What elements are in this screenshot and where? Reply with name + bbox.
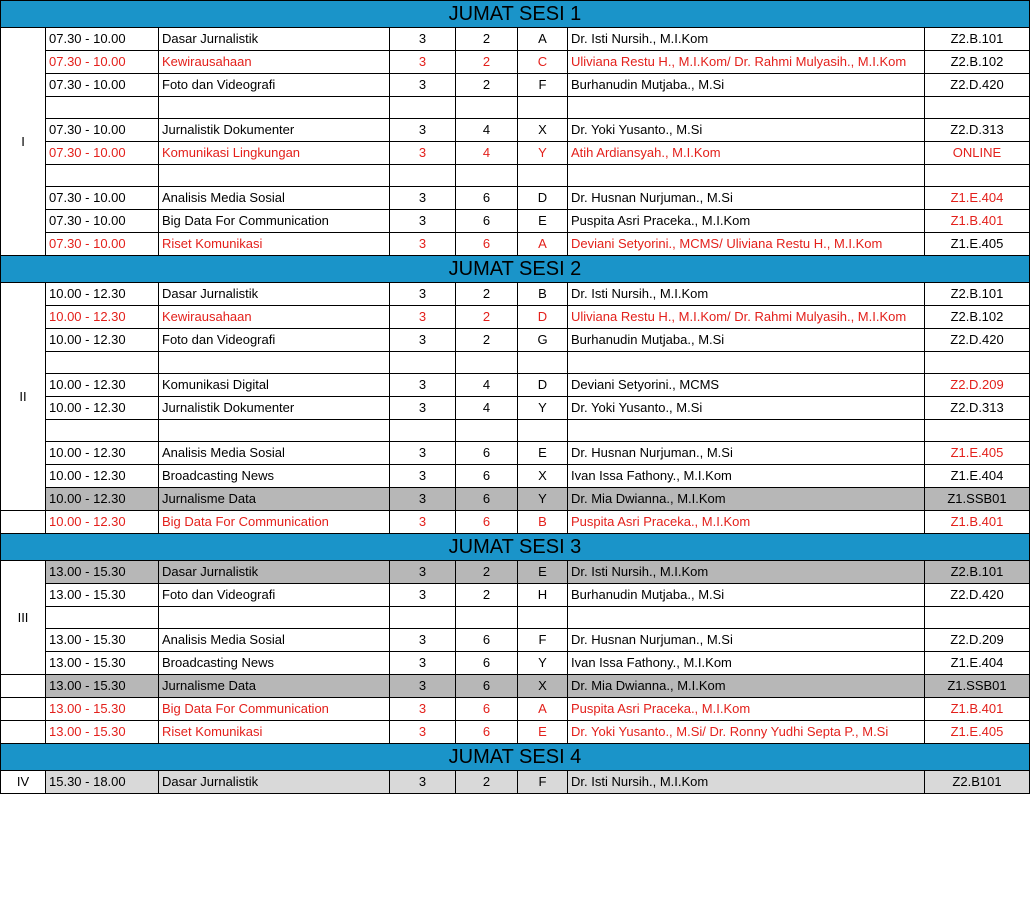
empty-cell: [390, 352, 456, 374]
room-cell: Z2.B.101: [925, 561, 1030, 584]
lecturer-cell: Burhanudin Mutjaba., M.Si: [568, 74, 925, 97]
section-title: JUMAT SESI 1: [1, 1, 1030, 28]
room-cell: Z1.B.401: [925, 698, 1030, 721]
room-cell: Z2.D.209: [925, 374, 1030, 397]
credits-cell: 3: [390, 698, 456, 721]
room-cell: Z1.B.401: [925, 210, 1030, 233]
credits-cell: 3: [390, 629, 456, 652]
lecturer-cell: Puspita Asri Praceka., M.I.Kom: [568, 698, 925, 721]
empty-cell: [925, 165, 1030, 187]
credits-cell: 3: [390, 187, 456, 210]
course-row: [1, 698, 1030, 721]
session-cell: III: [1, 561, 46, 675]
room-cell: Z2.D.313: [925, 397, 1030, 420]
course-row: [1, 187, 1030, 210]
course-row: [1, 771, 1030, 794]
course-cell: Jurnalisme Data: [159, 675, 390, 698]
section-title: JUMAT SESI 3: [1, 534, 1030, 561]
empty-cell: [456, 97, 518, 119]
room-cell: Z1.E.404: [925, 187, 1030, 210]
course-cell: Foto dan Videografi: [159, 584, 390, 607]
lecturer-cell: Burhanudin Mutjaba., M.Si: [568, 329, 925, 352]
semester-cell: 6: [456, 488, 518, 511]
room-cell: Z1.SSB01: [925, 675, 1030, 698]
semester-cell: 4: [456, 119, 518, 142]
semester-cell: 6: [456, 465, 518, 488]
room-cell: Z1.SSB01: [925, 488, 1030, 511]
section-header: [1, 744, 1030, 771]
credits-cell: 3: [390, 142, 456, 165]
course-cell: Riset Komunikasi: [159, 233, 390, 256]
course-row: [1, 51, 1030, 74]
room-cell: ONLINE: [925, 142, 1030, 165]
room-cell: Z1.E.404: [925, 652, 1030, 675]
time-cell: 10.00 - 12.30: [46, 374, 159, 397]
empty-cell: [390, 165, 456, 187]
course-row: [1, 283, 1030, 306]
semester-cell: 6: [456, 721, 518, 744]
room-cell: Z2.B.102: [925, 51, 1030, 74]
class-cell: A: [518, 233, 568, 256]
room-cell: Z2.D.313: [925, 119, 1030, 142]
empty-cell: [456, 165, 518, 187]
credits-cell: 3: [390, 374, 456, 397]
empty-cell: [46, 420, 159, 442]
empty-cell: [518, 352, 568, 374]
credits-cell: 3: [390, 283, 456, 306]
room-cell: Z2.D.420: [925, 74, 1030, 97]
credits-cell: 3: [390, 119, 456, 142]
time-cell: 13.00 - 15.30: [46, 698, 159, 721]
class-cell: F: [518, 629, 568, 652]
time-cell: 10.00 - 12.30: [46, 488, 159, 511]
course-cell: Riset Komunikasi: [159, 721, 390, 744]
empty-cell: [46, 97, 159, 119]
empty-cell: [390, 607, 456, 629]
empty-cell: [568, 420, 925, 442]
semester-cell: 4: [456, 142, 518, 165]
time-cell: 07.30 - 10.00: [46, 51, 159, 74]
credits-cell: 3: [390, 28, 456, 51]
blank-row: [1, 352, 1030, 374]
semester-cell: 2: [456, 561, 518, 584]
credits-cell: 3: [390, 329, 456, 352]
course-row: [1, 233, 1030, 256]
empty-cell: [159, 420, 390, 442]
course-row: [1, 142, 1030, 165]
lecturer-cell: Burhanudin Mutjaba., M.Si: [568, 584, 925, 607]
time-cell: 07.30 - 10.00: [46, 210, 159, 233]
section-title: JUMAT SESI 2: [1, 256, 1030, 283]
course-cell: Dasar Jurnalistik: [159, 771, 390, 794]
class-cell: E: [518, 210, 568, 233]
course-cell: Foto dan Videografi: [159, 329, 390, 352]
empty-cell: [390, 420, 456, 442]
course-cell: Komunikasi Digital: [159, 374, 390, 397]
room-cell: Z2.B.101: [925, 283, 1030, 306]
empty-cell: [46, 165, 159, 187]
time-cell: 10.00 - 12.30: [46, 511, 159, 534]
course-row: [1, 652, 1030, 675]
time-cell: 13.00 - 15.30: [46, 629, 159, 652]
credits-cell: 3: [390, 771, 456, 794]
course-row: [1, 584, 1030, 607]
room-cell: Z1.E.404: [925, 465, 1030, 488]
course-cell: Big Data For Communication: [159, 210, 390, 233]
time-cell: 10.00 - 12.30: [46, 442, 159, 465]
class-cell: B: [518, 511, 568, 534]
section-header: [1, 534, 1030, 561]
credits-cell: 3: [390, 675, 456, 698]
class-cell: X: [518, 675, 568, 698]
credits-cell: 3: [390, 584, 456, 607]
section-title: JUMAT SESI 4: [1, 744, 1030, 771]
lecturer-cell: Dr. Isti Nursih., M.I.Kom: [568, 283, 925, 306]
semester-cell: 6: [456, 511, 518, 534]
course-row: [1, 397, 1030, 420]
semester-cell: 2: [456, 584, 518, 607]
course-row: [1, 442, 1030, 465]
semester-cell: 2: [456, 329, 518, 352]
blank-row: [1, 607, 1030, 629]
class-cell: X: [518, 119, 568, 142]
lecturer-cell: Dr. Isti Nursih., M.I.Kom: [568, 771, 925, 794]
semester-cell: 6: [456, 675, 518, 698]
semester-cell: 6: [456, 442, 518, 465]
room-cell: Z2.D.420: [925, 584, 1030, 607]
credits-cell: 3: [390, 561, 456, 584]
lecturer-cell: Puspita Asri Praceka., M.I.Kom: [568, 511, 925, 534]
empty-cell: [925, 420, 1030, 442]
course-row: [1, 306, 1030, 329]
lecturer-cell: Dr. Yoki Yusanto., M.Si: [568, 119, 925, 142]
empty-cell: [456, 607, 518, 629]
semester-cell: 6: [456, 210, 518, 233]
course-cell: Big Data For Communication: [159, 698, 390, 721]
room-cell: Z2.D.209: [925, 629, 1030, 652]
semester-cell: 6: [456, 233, 518, 256]
time-cell: 15.30 - 18.00: [46, 771, 159, 794]
credits-cell: 3: [390, 233, 456, 256]
time-cell: 10.00 - 12.30: [46, 397, 159, 420]
class-cell: A: [518, 698, 568, 721]
class-cell: D: [518, 187, 568, 210]
empty-cell: [925, 352, 1030, 374]
room-cell: Z1.E.405: [925, 233, 1030, 256]
empty-cell: [46, 352, 159, 374]
class-cell: D: [518, 306, 568, 329]
credits-cell: 3: [390, 74, 456, 97]
empty-cell: [390, 97, 456, 119]
course-cell: Komunikasi Lingkungan: [159, 142, 390, 165]
credits-cell: 3: [390, 721, 456, 744]
room-cell: Z2.B.101: [925, 28, 1030, 51]
time-cell: 07.30 - 10.00: [46, 187, 159, 210]
course-row: [1, 329, 1030, 352]
class-cell: Y: [518, 652, 568, 675]
empty-cell: [925, 97, 1030, 119]
time-cell: 07.30 - 10.00: [46, 142, 159, 165]
room-cell: Z1.B.401: [925, 511, 1030, 534]
blank-row: [1, 420, 1030, 442]
lecturer-cell: Dr. Mia Dwianna., M.I.Kom: [568, 488, 925, 511]
credits-cell: 3: [390, 652, 456, 675]
empty-cell: [159, 97, 390, 119]
time-cell: 10.00 - 12.30: [46, 283, 159, 306]
session-cell: [1, 511, 46, 534]
section-header: [1, 1, 1030, 28]
class-cell: G: [518, 329, 568, 352]
credits-cell: 3: [390, 511, 456, 534]
time-cell: 10.00 - 12.30: [46, 329, 159, 352]
course-cell: Jurnalistik Dokumenter: [159, 119, 390, 142]
empty-cell: [46, 607, 159, 629]
lecturer-cell: Ivan Issa Fathony., M.I.Kom: [568, 652, 925, 675]
class-cell: B: [518, 283, 568, 306]
class-cell: A: [518, 28, 568, 51]
room-cell: Z1.E.405: [925, 721, 1030, 744]
semester-cell: 6: [456, 629, 518, 652]
semester-cell: 2: [456, 74, 518, 97]
empty-cell: [568, 97, 925, 119]
class-cell: F: [518, 771, 568, 794]
time-cell: 13.00 - 15.30: [46, 561, 159, 584]
lecturer-cell: Dr. Mia Dwianna., M.I.Kom: [568, 675, 925, 698]
course-cell: Dasar Jurnalistik: [159, 28, 390, 51]
credits-cell: 3: [390, 465, 456, 488]
semester-cell: 6: [456, 187, 518, 210]
lecturer-cell: Dr. Yoki Yusanto., M.Si: [568, 397, 925, 420]
course-cell: Analisis Media Sosial: [159, 629, 390, 652]
course-cell: Jurnalistik Dokumenter: [159, 397, 390, 420]
semester-cell: 6: [456, 698, 518, 721]
time-cell: 13.00 - 15.30: [46, 675, 159, 698]
lecturer-cell: Deviani Setyorini., MCMS/ Uliviana Restu H., M.I.Kom: [568, 233, 925, 256]
credits-cell: 3: [390, 397, 456, 420]
room-cell: Z2.B.102: [925, 306, 1030, 329]
semester-cell: 6: [456, 652, 518, 675]
empty-cell: [159, 165, 390, 187]
session-cell: II: [1, 283, 46, 511]
time-cell: 07.30 - 10.00: [46, 28, 159, 51]
empty-cell: [518, 97, 568, 119]
semester-cell: 2: [456, 51, 518, 74]
class-cell: E: [518, 561, 568, 584]
room-cell: Z2.D.420: [925, 329, 1030, 352]
course-cell: Foto dan Videografi: [159, 74, 390, 97]
credits-cell: 3: [390, 306, 456, 329]
lecturer-cell: Dr. Husnan Nurjuman., M.Si: [568, 629, 925, 652]
course-row: [1, 374, 1030, 397]
schedule-body: [1, 1, 1030, 794]
room-cell: Z2.B101: [925, 771, 1030, 794]
course-row: [1, 561, 1030, 584]
empty-cell: [518, 165, 568, 187]
class-cell: X: [518, 465, 568, 488]
course-row: [1, 465, 1030, 488]
lecturer-cell: Uliviana Restu H., M.I.Kom/ Dr. Rahmi Mulyasih., M.I.Kom: [568, 306, 925, 329]
lecturer-cell: Dr. Husnan Nurjuman., M.Si: [568, 442, 925, 465]
class-cell: Y: [518, 488, 568, 511]
class-cell: D: [518, 374, 568, 397]
session-cell: [1, 675, 46, 698]
empty-cell: [925, 607, 1030, 629]
time-cell: 07.30 - 10.00: [46, 233, 159, 256]
semester-cell: 4: [456, 374, 518, 397]
lecturer-cell: Ivan Issa Fathony., M.I.Kom: [568, 465, 925, 488]
semester-cell: 2: [456, 306, 518, 329]
empty-cell: [518, 607, 568, 629]
time-cell: 10.00 - 12.30: [46, 465, 159, 488]
time-cell: 07.30 - 10.00: [46, 119, 159, 142]
session-cell: I: [1, 28, 46, 256]
class-cell: Y: [518, 142, 568, 165]
session-cell: IV: [1, 771, 46, 794]
class-cell: E: [518, 442, 568, 465]
empty-cell: [568, 607, 925, 629]
session-cell: [1, 721, 46, 744]
course-row: [1, 511, 1030, 534]
lecturer-cell: Dr. Yoki Yusanto., M.Si/ Dr. Ronny Yudhi Septa P., M.Si: [568, 721, 925, 744]
time-cell: 13.00 - 15.30: [46, 721, 159, 744]
course-cell: Kewirausahaan: [159, 51, 390, 74]
semester-cell: 2: [456, 283, 518, 306]
semester-cell: 2: [456, 28, 518, 51]
course-cell: Big Data For Communication: [159, 511, 390, 534]
class-cell: F: [518, 74, 568, 97]
course-row: [1, 74, 1030, 97]
blank-row: [1, 165, 1030, 187]
semester-cell: 2: [456, 771, 518, 794]
course-cell: Broadcasting News: [159, 652, 390, 675]
course-cell: Analisis Media Sosial: [159, 442, 390, 465]
course-row: [1, 721, 1030, 744]
course-cell: Analisis Media Sosial: [159, 187, 390, 210]
credits-cell: 3: [390, 210, 456, 233]
class-cell: C: [518, 51, 568, 74]
course-cell: Jurnalisme Data: [159, 488, 390, 511]
course-row: [1, 28, 1030, 51]
course-row: [1, 119, 1030, 142]
credits-cell: 3: [390, 488, 456, 511]
lecturer-cell: Atih Ardiansyah., M.I.Kom: [568, 142, 925, 165]
class-cell: E: [518, 721, 568, 744]
lecturer-cell: Dr. Isti Nursih., M.I.Kom: [568, 28, 925, 51]
time-cell: 13.00 - 15.30: [46, 652, 159, 675]
course-row: [1, 210, 1030, 233]
empty-cell: [568, 352, 925, 374]
room-cell: Z1.E.405: [925, 442, 1030, 465]
course-row: [1, 629, 1030, 652]
course-cell: Dasar Jurnalistik: [159, 283, 390, 306]
course-cell: Broadcasting News: [159, 465, 390, 488]
lecturer-cell: Dr. Husnan Nurjuman., M.Si: [568, 187, 925, 210]
empty-cell: [159, 352, 390, 374]
lecturer-cell: Puspita Asri Praceka., M.I.Kom: [568, 210, 925, 233]
empty-cell: [456, 420, 518, 442]
session-cell: [1, 698, 46, 721]
lecturer-cell: Dr. Isti Nursih., M.I.Kom: [568, 561, 925, 584]
class-cell: Y: [518, 397, 568, 420]
section-header: [1, 256, 1030, 283]
empty-cell: [456, 352, 518, 374]
course-cell: Kewirausahaan: [159, 306, 390, 329]
credits-cell: 3: [390, 51, 456, 74]
empty-cell: [568, 165, 925, 187]
credits-cell: 3: [390, 442, 456, 465]
time-cell: 10.00 - 12.30: [46, 306, 159, 329]
empty-cell: [159, 607, 390, 629]
empty-cell: [518, 420, 568, 442]
course-row: [1, 675, 1030, 698]
course-cell: Dasar Jurnalistik: [159, 561, 390, 584]
lecturer-cell: Deviani Setyorini., MCMS: [568, 374, 925, 397]
lecturer-cell: Uliviana Restu H., M.I.Kom/ Dr. Rahmi Mulyasih., M.I.Kom: [568, 51, 925, 74]
course-row: [1, 488, 1030, 511]
blank-row: [1, 97, 1030, 119]
time-cell: 07.30 - 10.00: [46, 74, 159, 97]
class-cell: H: [518, 584, 568, 607]
time-cell: 13.00 - 15.30: [46, 584, 159, 607]
semester-cell: 4: [456, 397, 518, 420]
